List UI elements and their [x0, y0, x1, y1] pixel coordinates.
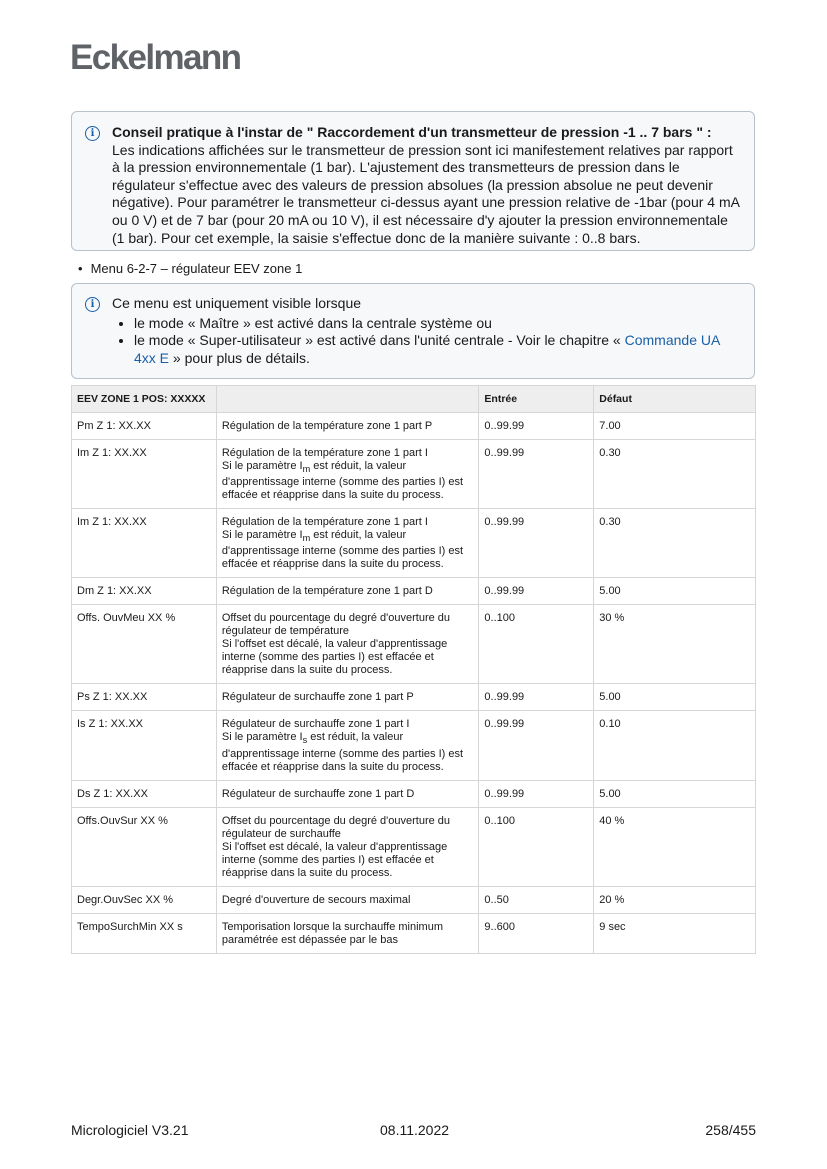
default-cell: 20 %	[594, 886, 756, 913]
desc-cell: Régulation de la température zone 1 part D	[216, 578, 479, 605]
table-row	[72, 807, 756, 886]
desc-line: est réduit, la valeur d'apprentissage interne (somme des parties I) est effacée et réapprise dans la suite du process.	[221, 731, 464, 773]
desc-line: Si le paramètre I	[221, 731, 303, 744]
desc-line: est réduit, la valeur d'apprentissage interne (somme des parties I) est effacée et réapprise dans la suite du process.	[221, 460, 464, 502]
footer-date: 08.11.2022	[380, 1122, 450, 1138]
default-cell: 5.00	[594, 684, 756, 711]
desc-line: Si l'offset est décalé, la valeur d'apprentissage interne (somme des parties I) est effacée et réapprise dans la suite du process.	[221, 638, 448, 677]
input-cell: 0..99.99	[479, 413, 594, 440]
header-cell: Entrée	[479, 386, 594, 413]
default-cell: 7.00	[594, 413, 756, 440]
desc-cell: Régulation de la température zone 1 part P	[216, 413, 479, 440]
desc-line: Offset du pourcentage du degré d'ouverture du régulateur de surchauffe	[221, 814, 451, 840]
desc-cell: Régulateur de surchauffe zone 1 part D	[216, 780, 479, 807]
chapter-link[interactable]: Commande UA 4xx E	[134, 332, 720, 366]
desc-line: Si le paramètre I	[221, 529, 303, 542]
info-icon: i	[85, 297, 100, 312]
desc-line: Offset du pourcentage du degré d'ouverture du régulateur de température	[221, 612, 451, 638]
table-header-row	[72, 386, 756, 413]
table-row	[72, 913, 756, 953]
param-cell: Im Z 1: XX.XX	[72, 509, 217, 578]
tip-title: Conseil pratique à l'instar de " Raccordement d'un transmetteur de pression -1 .. 7 bars " :	[112, 124, 712, 140]
visibility-item: • le mode « Maître » est activé dans la centrale système ou	[134, 315, 740, 333]
menu-line-text: Menu 6-2-7 – régulateur EEV zone 1	[90, 261, 303, 276]
info-icon: i	[85, 126, 100, 141]
visibility-item-text: le mode « Super-utilisateur » est activé dans l'unité centrale - Voir le chapitre «	[134, 332, 625, 349]
input-cell: 0..100	[479, 605, 594, 684]
visibility-item-text: » pour plus de détails.	[169, 349, 310, 366]
parameter-table	[71, 385, 756, 954]
desc-subscript: m	[302, 464, 311, 475]
param-cell: Ds Z 1: XX.XX	[72, 780, 217, 807]
default-cell: 40 %	[594, 807, 756, 886]
desc-cell: Degré d'ouverture de secours maximal	[216, 886, 479, 913]
input-cell: 0..99.99	[479, 711, 594, 780]
table-row	[72, 711, 756, 780]
desc-line: est réduit, la valeur d'apprentissage interne (somme des parties I) est effacée et réapprise dans la suite du process.	[221, 529, 464, 571]
header-cell: Défaut	[594, 386, 756, 413]
bullet-glyph: •	[78, 261, 83, 276]
param-cell: Is Z 1: XX.XX	[72, 711, 217, 780]
input-cell: 0..99.99	[479, 684, 594, 711]
tip-body: Les indications affichées sur le transmetteur de pression sont ici manifestement relatives par rapport à la pression environnementale (1 bar). L'ajustement des transmetteurs de pression dans le régulateur s'effectue avec des valeurs de pression absolues (la pression absolue ne peut devenir négative). Pour paramétrer le transmetteur ci-dessus ayant une pression relative de -1bar (pour 4 mA ou 0 V) et de 7 bar (pour 20 mA ou 10 V), il est nécessaire d'y ajouter la pression environnementale (1 bar). Pour cet exemple, la saisie s'effectue donc de la manière suivante : 0..8 bars.	[112, 141, 740, 246]
desc-line: Si le paramètre I	[221, 460, 303, 472]
desc-cell	[216, 440, 479, 509]
default-cell: 0.30	[594, 440, 756, 509]
tip-callout	[71, 111, 755, 251]
default-cell: 5.00	[594, 578, 756, 605]
default-cell: 0.10	[594, 711, 756, 780]
desc-line: Si l'offset est décalé, la valeur d'apprentissage interne (somme des parties I) est effacée et réapprise dans la suite du process.	[221, 840, 448, 879]
desc-cell	[216, 509, 479, 578]
footer-page-number: 258/455	[705, 1122, 756, 1138]
brand-logo: Eckelmann	[70, 38, 241, 77]
desc-cell: Temporisation lorsque la surchauffe minimum paramétrée est dépassée par le bas	[216, 913, 479, 953]
input-cell: 0..99.99	[479, 440, 594, 509]
footer-firmware: Micrologiciel V3.21	[71, 1122, 189, 1138]
visibility-list	[112, 315, 740, 368]
desc-subscript: s	[302, 735, 308, 746]
param-cell: Im Z 1: XX.XX	[72, 440, 217, 509]
desc-subscript: m	[302, 533, 311, 544]
default-cell: 30 %	[594, 605, 756, 684]
param-cell: Ps Z 1: XX.XX	[72, 684, 217, 711]
input-cell: 0..99.99	[479, 509, 594, 578]
table-row	[72, 413, 756, 440]
input-cell: 0..99.99	[479, 578, 594, 605]
desc-cell	[216, 605, 479, 684]
param-cell: Offs.OuvSur XX %	[72, 807, 217, 886]
desc-line: Régulateur de surchauffe zone 1 part I	[221, 718, 410, 731]
default-cell: 0.30	[594, 509, 756, 578]
visibility-intro: Ce menu est uniquement visible lorsque	[112, 295, 362, 311]
visibility-callout	[71, 283, 755, 379]
desc-cell	[216, 711, 479, 780]
table-row	[72, 684, 756, 711]
desc-cell	[216, 807, 479, 886]
table-row	[72, 509, 756, 578]
table-row	[72, 886, 756, 913]
input-cell: 9..600	[479, 913, 594, 953]
param-cell: Offs. OuvMeu XX %	[72, 605, 217, 684]
menu-bullet	[78, 261, 302, 276]
table-row	[72, 578, 756, 605]
table-row	[72, 605, 756, 684]
input-cell: 0..50	[479, 886, 594, 913]
desc-line: Régulation de la température zone 1 part I	[221, 516, 428, 529]
param-cell: TempoSurchMin XX s	[72, 913, 217, 953]
param-cell: Degr.OuvSec XX %	[72, 886, 217, 913]
header-cell	[216, 386, 479, 413]
default-cell: 9 sec	[594, 913, 756, 953]
default-cell: 5.00	[594, 780, 756, 807]
table-row	[72, 440, 756, 509]
param-cell: Pm Z 1: XX.XX	[72, 413, 217, 440]
visibility-item	[134, 332, 740, 367]
input-cell: 0..99.99	[479, 780, 594, 807]
desc-line: Régulation de la température zone 1 part I	[221, 447, 428, 459]
table-row	[72, 780, 756, 807]
header-cell: EEV ZONE 1 POS: XXXXX	[72, 386, 217, 413]
desc-cell: Régulateur de surchauffe zone 1 part P	[216, 684, 479, 711]
input-cell: 0..100	[479, 807, 594, 886]
param-cell: Dm Z 1: XX.XX	[72, 578, 217, 605]
